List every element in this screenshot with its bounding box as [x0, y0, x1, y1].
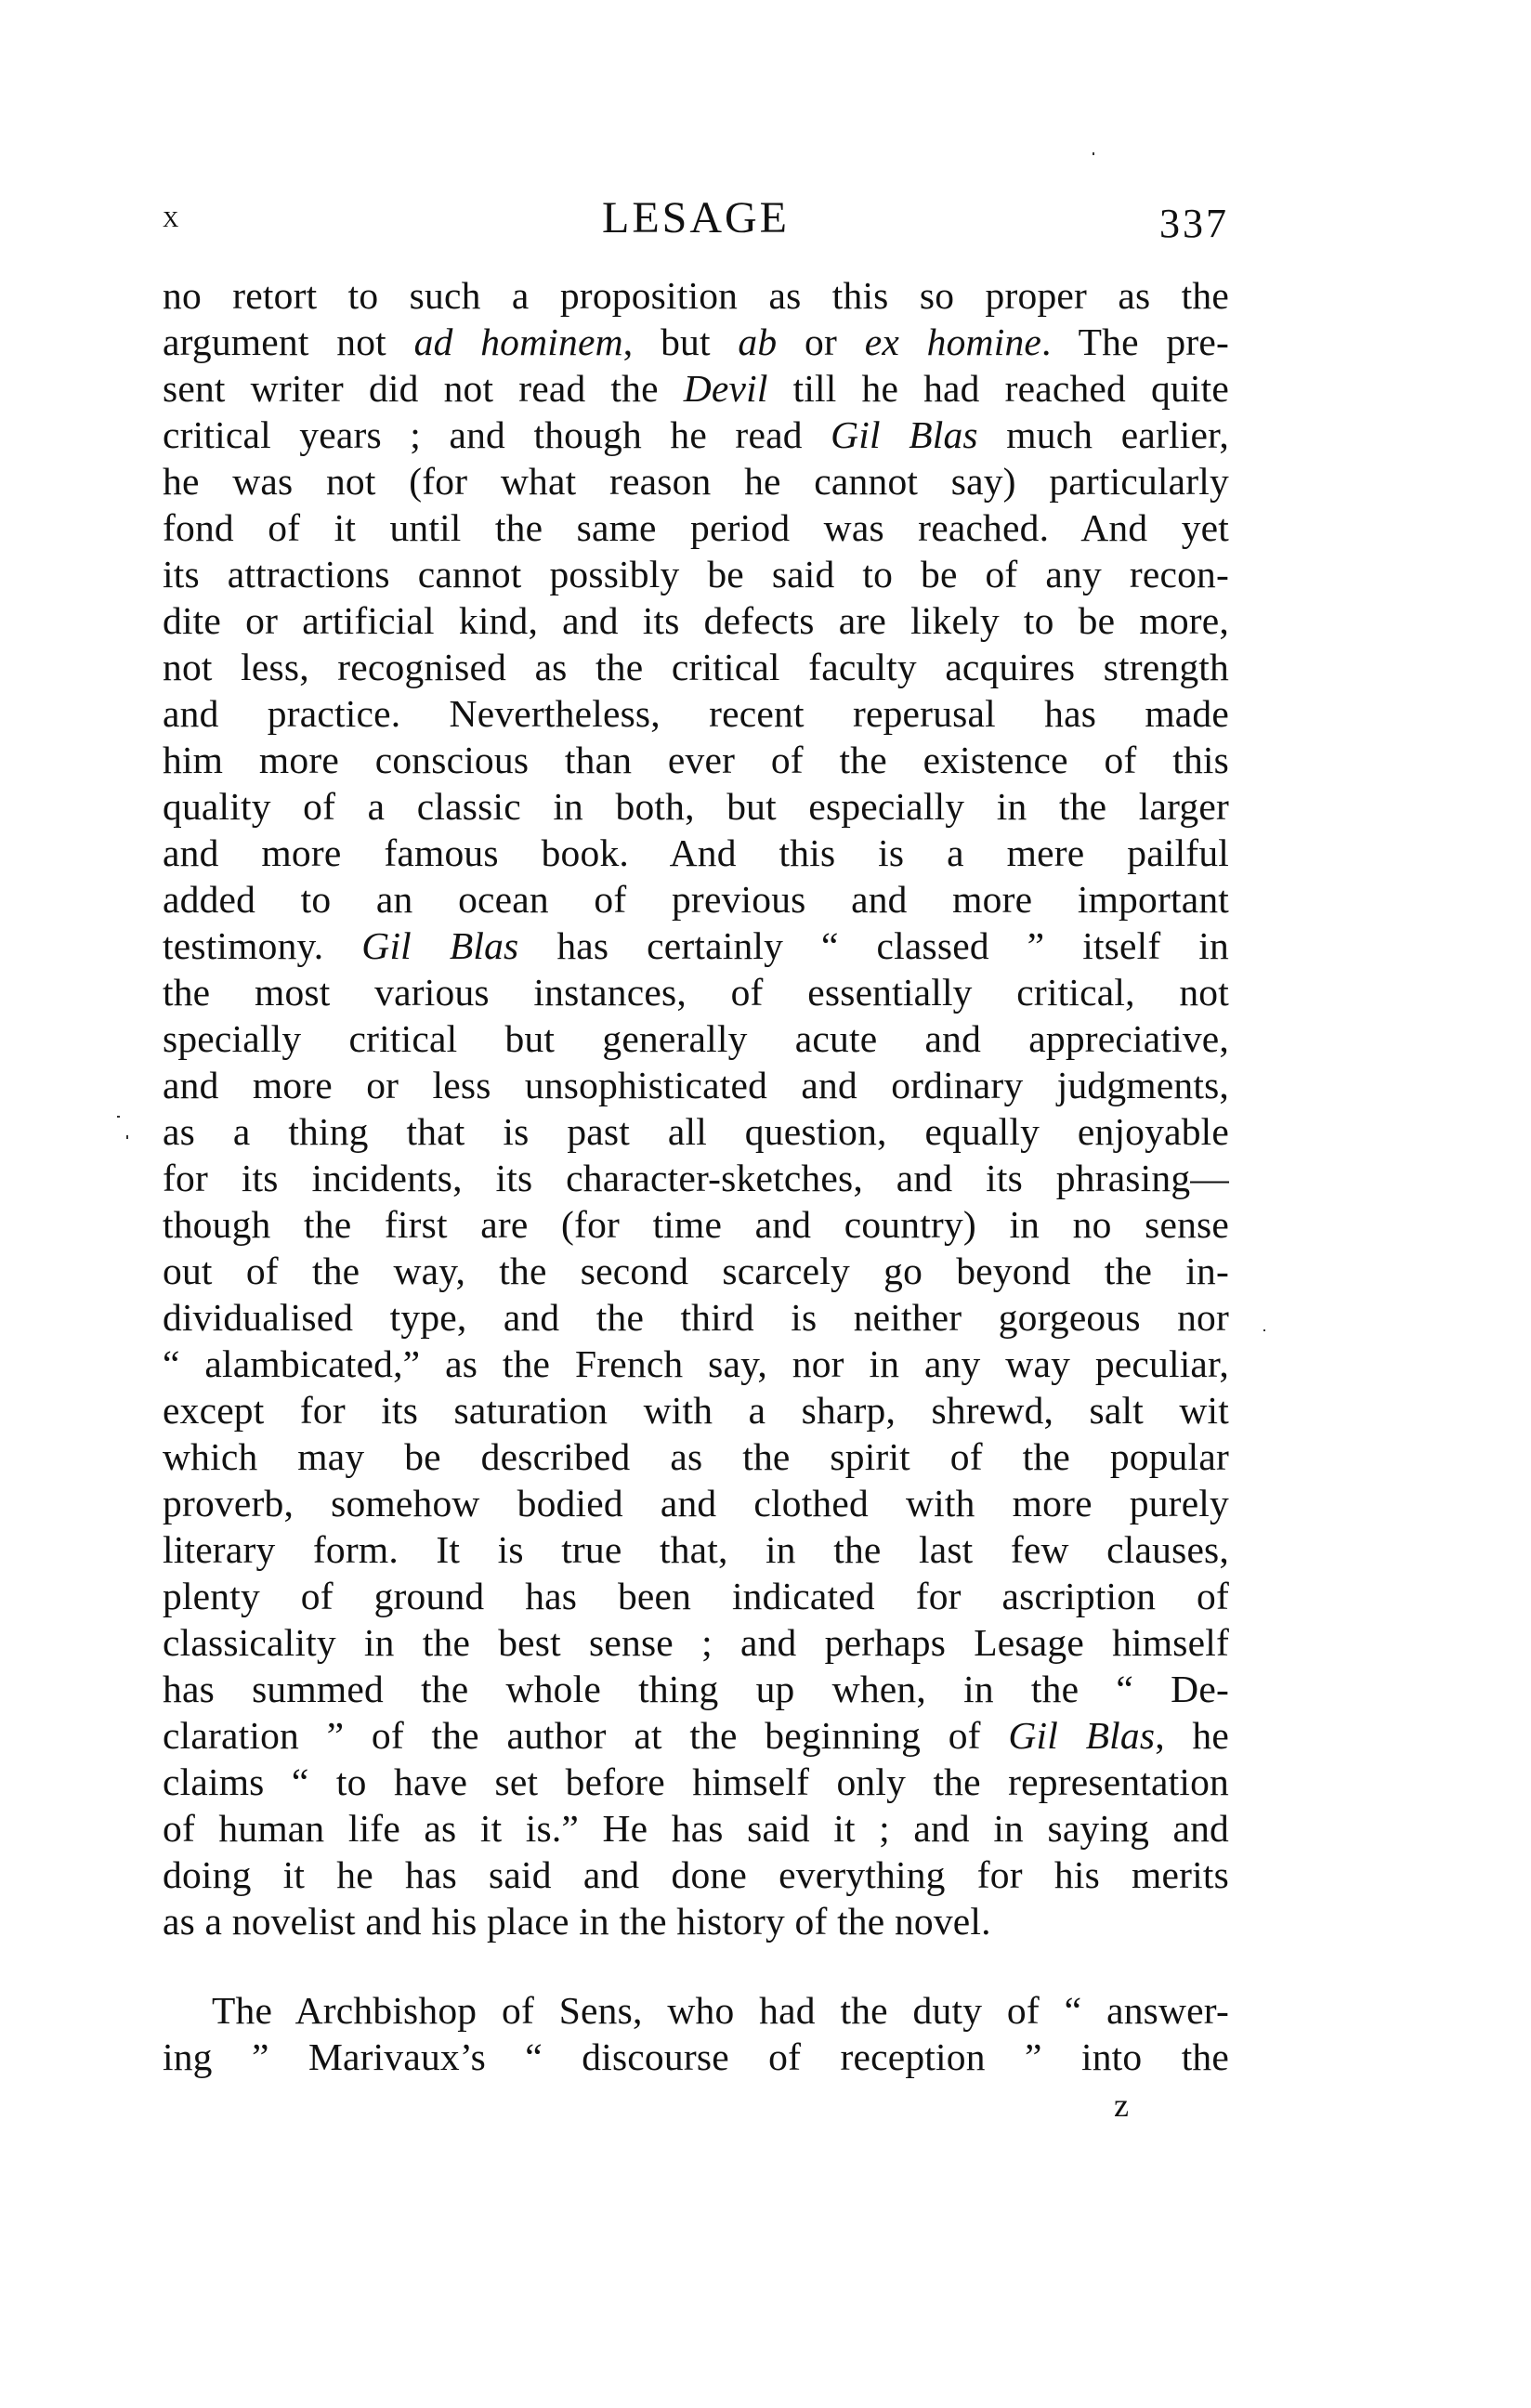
text-run: critical years ; and though he read [163, 413, 831, 456]
text-run: quality of a classic in both, but especially in the larger [163, 785, 1229, 828]
paragraph [163, 272, 1229, 1944]
text-run: , but [622, 321, 739, 363]
scan-speck [126, 1135, 128, 1139]
text-line [163, 1015, 1229, 1062]
text-run: or [777, 321, 865, 363]
text-run: the most various instances, of essentially critical, not [163, 971, 1229, 1014]
text-run: The Archbishop of Sens, who had the duty of “ answer- [212, 1989, 1229, 2032]
text-line [163, 458, 1229, 504]
italic-text: ex homine [864, 321, 1042, 363]
italic-text: ab [738, 321, 778, 363]
scan-speck [1093, 152, 1094, 155]
text-run: and more famous book. And this is a mere pailful [163, 831, 1229, 874]
text-line [163, 923, 1229, 969]
text-run: fond of it until the same period was reached. And yet [163, 506, 1229, 549]
section-marker: x [163, 200, 179, 234]
text-run: sent writer did not read the [163, 367, 684, 410]
text-line [163, 1062, 1229, 1108]
text-run: dite or artificial kind, and its defects are likely to be more, [163, 599, 1229, 642]
italic-text: Devil [683, 367, 768, 410]
text-run: which may be described as the spirit of the popular [163, 1435, 1229, 1478]
text-run: ing ” Marivaux’s “ discourse of reception ” into the [163, 2035, 1229, 2078]
text-line [163, 319, 1229, 365]
text-line [163, 690, 1229, 737]
text-line [163, 1573, 1229, 1619]
text-line [163, 737, 1229, 783]
text-run: as a novelist and his place in the history of the novel. [163, 1900, 991, 1943]
italic-text: Gil Blas [1008, 1714, 1156, 1757]
text-line [163, 1433, 1229, 1480]
text-line [163, 876, 1229, 923]
text-line [163, 1341, 1229, 1387]
text-run: not less, recognised as the critical faculty acquires strength [163, 646, 1229, 688]
text-line [163, 1987, 1229, 2034]
text-line [163, 1108, 1229, 1155]
text-run: testimony. [163, 924, 362, 967]
text-line [163, 1526, 1229, 1573]
body-text [163, 272, 1229, 2080]
text-run: much earlier, [977, 413, 1229, 456]
text-line [163, 1712, 1229, 1759]
text-run: though the first are (for time and country) in no sense [163, 1203, 1229, 1246]
text-run: . The pre- [1041, 321, 1230, 363]
text-run: literary form. It is true that, in the last few clauses, [163, 1528, 1229, 1571]
text-line [163, 644, 1229, 690]
italic-text: ad hominem [413, 321, 623, 363]
text-line [163, 830, 1229, 876]
text-run: has summed the whole thing up when, in the “ De- [163, 1668, 1229, 1710]
text-line [163, 1480, 1229, 1526]
text-line [163, 597, 1229, 644]
text-run: as a thing that is past all question, equally enjoyable [163, 1110, 1229, 1153]
text-run: him more conscious than ever of the existence of this [163, 739, 1229, 781]
text-run: except for its saturation with a sharp, shrewd, salt wit [163, 1389, 1229, 1432]
text-line [163, 1155, 1229, 1201]
page-number: 337 [1159, 201, 1229, 246]
text-run: and more or less unsophisticated and ordinary judgments, [163, 1064, 1229, 1106]
text-line [163, 969, 1229, 1015]
text-run: doing it he has said and done everything for his merits [163, 1853, 1229, 1896]
text-line [163, 365, 1229, 412]
text-line [163, 783, 1229, 830]
text-run: argument not [163, 321, 414, 363]
text-run: and practice. Nevertheless, recent reperusal has made [163, 692, 1229, 735]
text-run: “ alambicated,” as the French say, nor in any way peculiar, [163, 1342, 1229, 1385]
text-line [163, 1852, 1229, 1898]
text-run: has certainly “ classed ” itself in [518, 924, 1229, 967]
italic-text: Gil Blas [361, 924, 519, 967]
text-run: proverb, somehow bodied and clothed with more purely [163, 1482, 1229, 1525]
text-line [163, 1387, 1229, 1433]
text-line [163, 1248, 1229, 1294]
italic-text: Gil Blas [831, 413, 978, 456]
text-run: claration ” of the author at the beginning of [163, 1714, 1009, 1757]
paragraph [163, 1987, 1229, 2080]
scan-speck [117, 1116, 120, 1118]
text-line [163, 1898, 1229, 1944]
text-line [163, 1759, 1229, 1805]
text-run: no retort to such a proposition as this so proper as the [163, 274, 1229, 317]
running-head-title: LESAGE [602, 193, 790, 242]
text-line [163, 551, 1229, 597]
text-run: for its incidents, its character-sketches, and its phrasing— [163, 1157, 1229, 1199]
text-run: classicality in the best sense ; and perhaps Lesage himself [163, 1621, 1229, 1664]
text-line [163, 272, 1229, 319]
text-run: he was not (for what reason he cannot say) particularly [163, 460, 1229, 503]
signature-mark: z [1114, 2087, 1129, 2124]
text-run: its attractions cannot possibly be said to be of any recon- [163, 553, 1229, 595]
text-run: specially critical but generally acute and appreciative, [163, 1017, 1229, 1060]
text-line [163, 2034, 1229, 2080]
text-run: of human life as it is.” He has said it ; and in saying and [163, 1807, 1229, 1850]
text-run: dividualised type, and the third is neither gorgeous nor [163, 1296, 1229, 1339]
text-run: claims “ to have set before himself only the representation [163, 1760, 1229, 1803]
running-head [163, 193, 1229, 249]
text-line [163, 412, 1229, 458]
text-line [163, 1805, 1229, 1852]
text-run: plenty of ground has been indicated for ascription of [163, 1575, 1229, 1617]
text-line [163, 1619, 1229, 1666]
text-line [163, 1294, 1229, 1341]
text-line [163, 1201, 1229, 1248]
text-run: , he [1155, 1714, 1229, 1757]
text-run: till he had reached quite [767, 367, 1229, 410]
scan-speck [1263, 1329, 1265, 1331]
text-line [163, 504, 1229, 551]
text-run: added to an ocean of previous and more important [163, 878, 1229, 921]
text-run: out of the way, the second scarcely go beyond the in- [163, 1250, 1229, 1292]
text-line [163, 1666, 1229, 1712]
